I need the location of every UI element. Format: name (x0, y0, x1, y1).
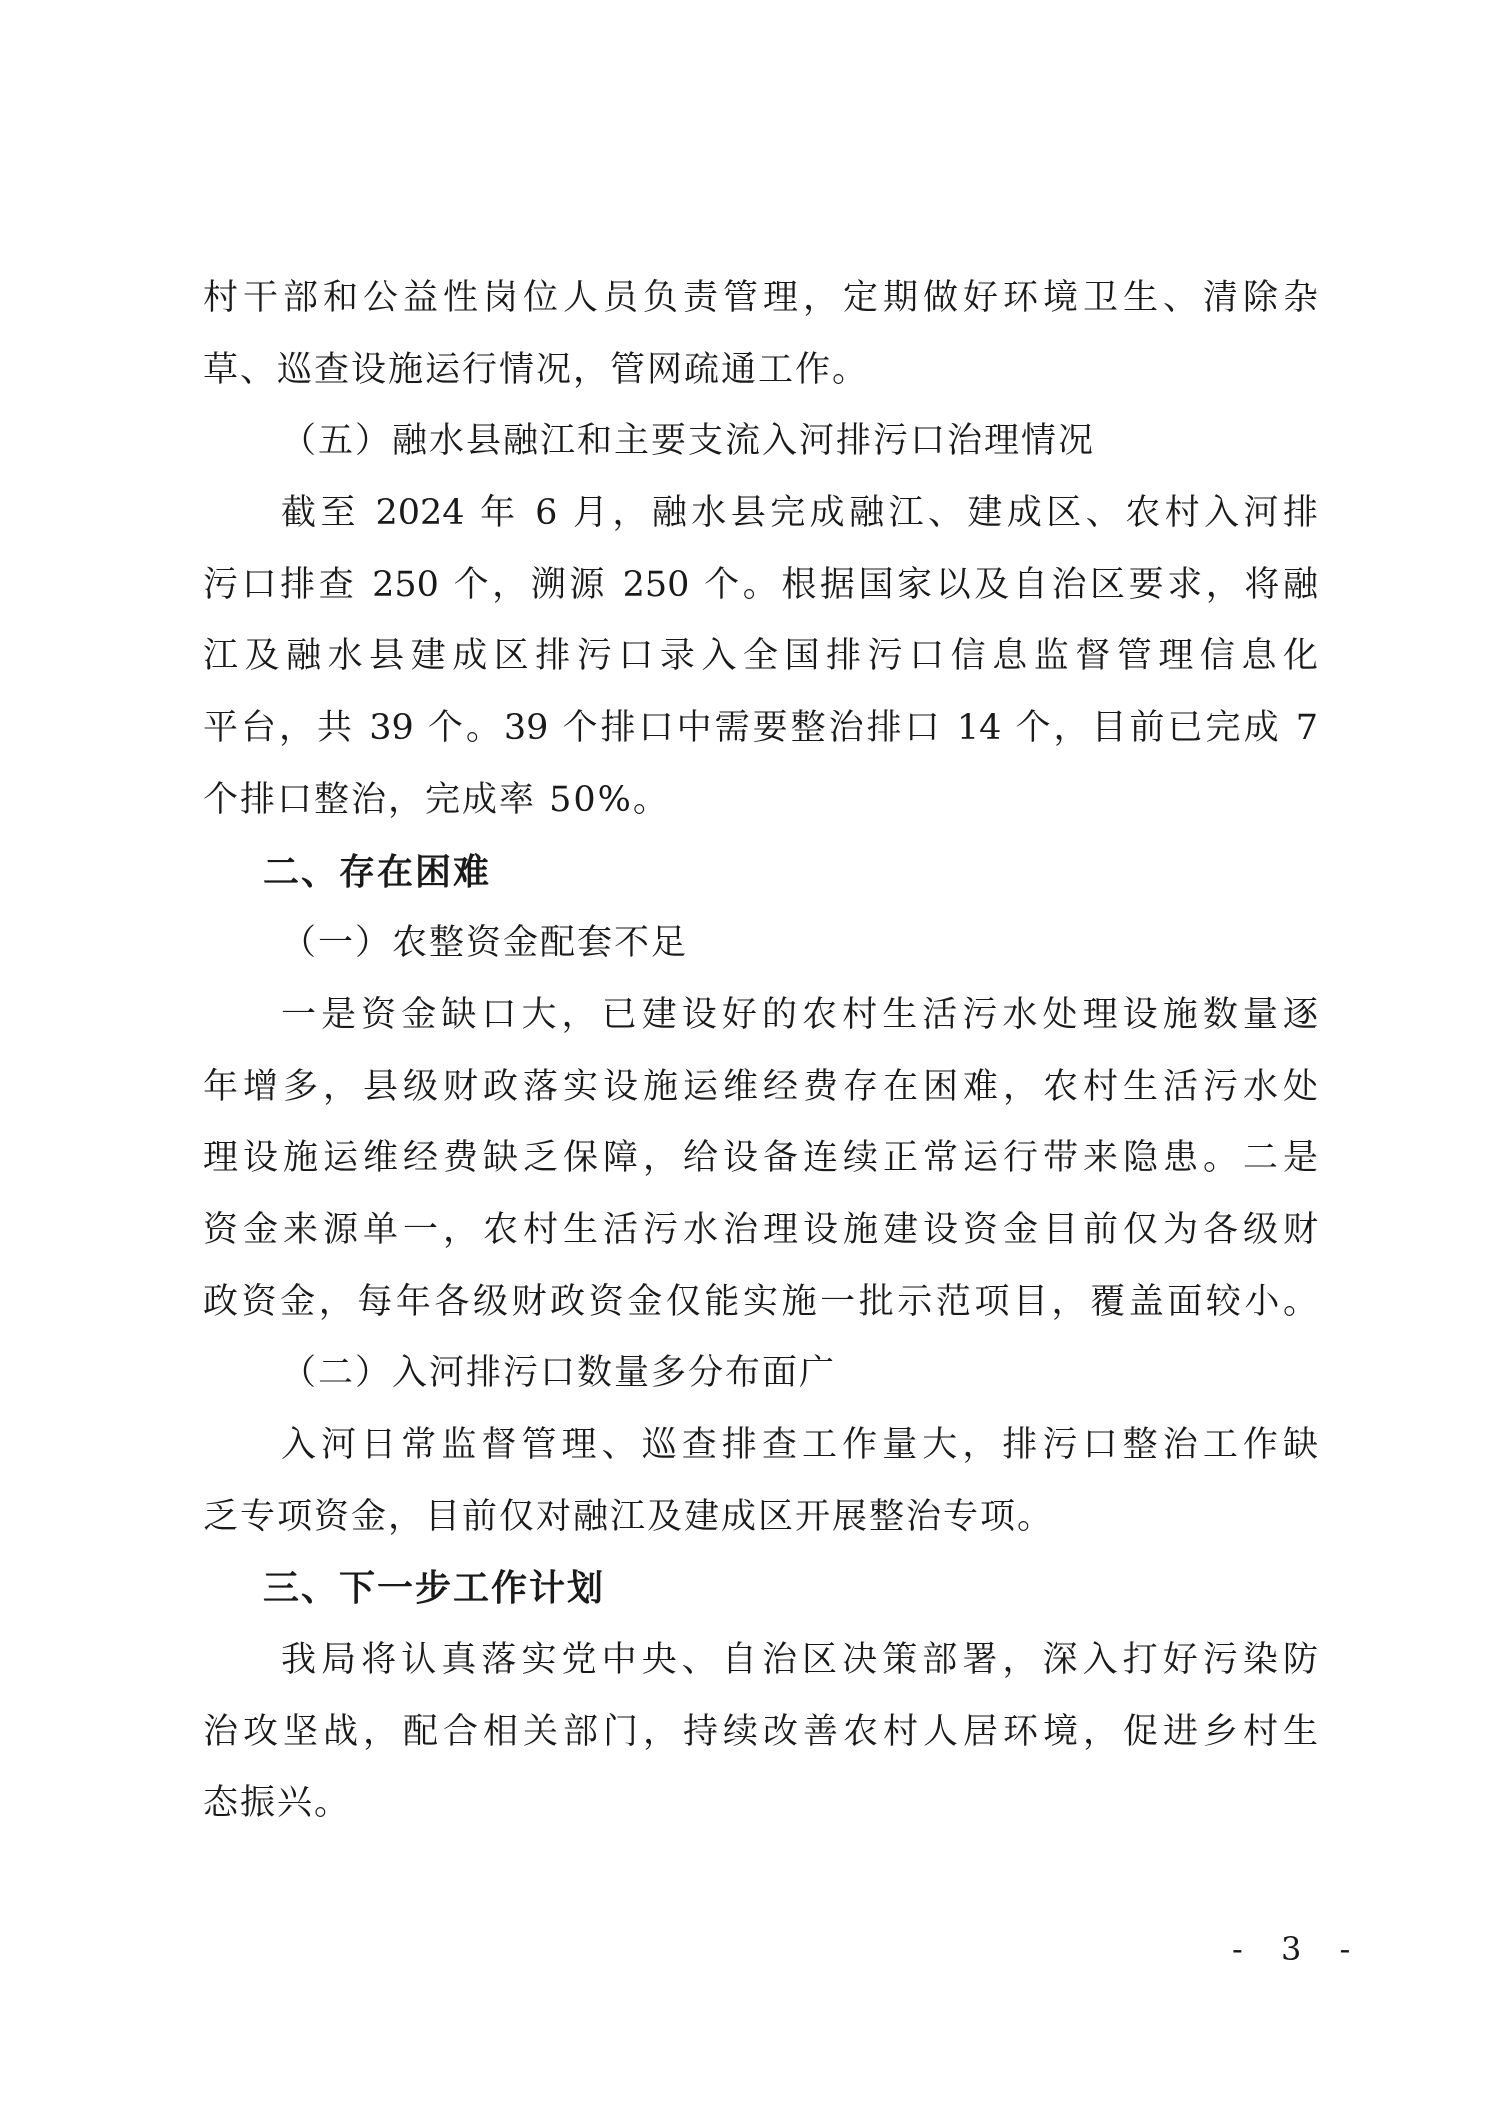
document-body (203, 263, 1318, 1840)
page-number: - 3 - (1232, 1930, 1365, 1968)
paragraph-line: 资金来源单一，农村生活污水治理设施建设资金目前仅为各级财 (203, 1209, 1318, 1250)
section-heading: 三、下一步工作计划 (263, 1568, 606, 1610)
subsection-heading: （一）农整资金配套不足 (281, 923, 689, 964)
paragraph-line: 入河日常监督管理、巡查排查工作量大，排污口整治工作缺 (281, 1425, 1318, 1465)
paragraph-line: 平台，共 39 个。39 个排口中需要整治排口 14 个，目前已完成 7 (203, 708, 1318, 749)
paragraph-line: 一是资金缺口大，已建设好的农村生活污水处理设施数量逐 (281, 994, 1318, 1035)
paragraph-line: 污口排查 250 个，溯源 250 个。根据国家以及自治区要求，将融 (203, 564, 1318, 605)
paragraph-line: 理设施运维经费缺乏保障，给设备连续正常运行带来隐患。二是 (203, 1138, 1318, 1179)
paragraph-line: 态振兴。 (203, 1783, 352, 1824)
paragraph-line: 草、巡查设施运行情况，管网疏通工作。 (203, 349, 870, 390)
section-heading: 二、存在困难 (263, 851, 492, 893)
subsection-heading: （五）融水县融江和主要支流入河排污口治理情况 (281, 421, 1096, 462)
paragraph-line: 治攻坚战，配合相关部门，持续改善农村人居环境，促进乡村生 (203, 1711, 1318, 1752)
paragraph-line: 村干部和公益性岗位人员负责管理，定期做好环境卫生、清除杂 (203, 278, 1318, 318)
paragraph-line: 个排口整治，完成率 50%。 (203, 779, 670, 820)
paragraph-line: 政资金，每年各级财政资金仅能实施一批示范项目，覆盖面较小。 (203, 1281, 1318, 1322)
paragraph-line: 截至 2024 年 6 月，融水县完成融江、建成区、农村入河排 (281, 493, 1318, 534)
paragraph-line: 江及融水县建成区排污口录入全国排污口信息监督管理信息化 (203, 636, 1318, 677)
subsection-heading: （二）入河排污口数量多分布面广 (281, 1353, 837, 1394)
paragraph-line: 年增多，县级财政落实设施运维经费存在困难，农村生活污水处 (203, 1066, 1318, 1107)
paragraph-line: 我局将认真落实党中央、自治区决策部署，深入打好污染防 (281, 1640, 1318, 1681)
paragraph-line: 乏专项资金，目前仅对融江及建成区开展整治专项。 (203, 1496, 1055, 1537)
